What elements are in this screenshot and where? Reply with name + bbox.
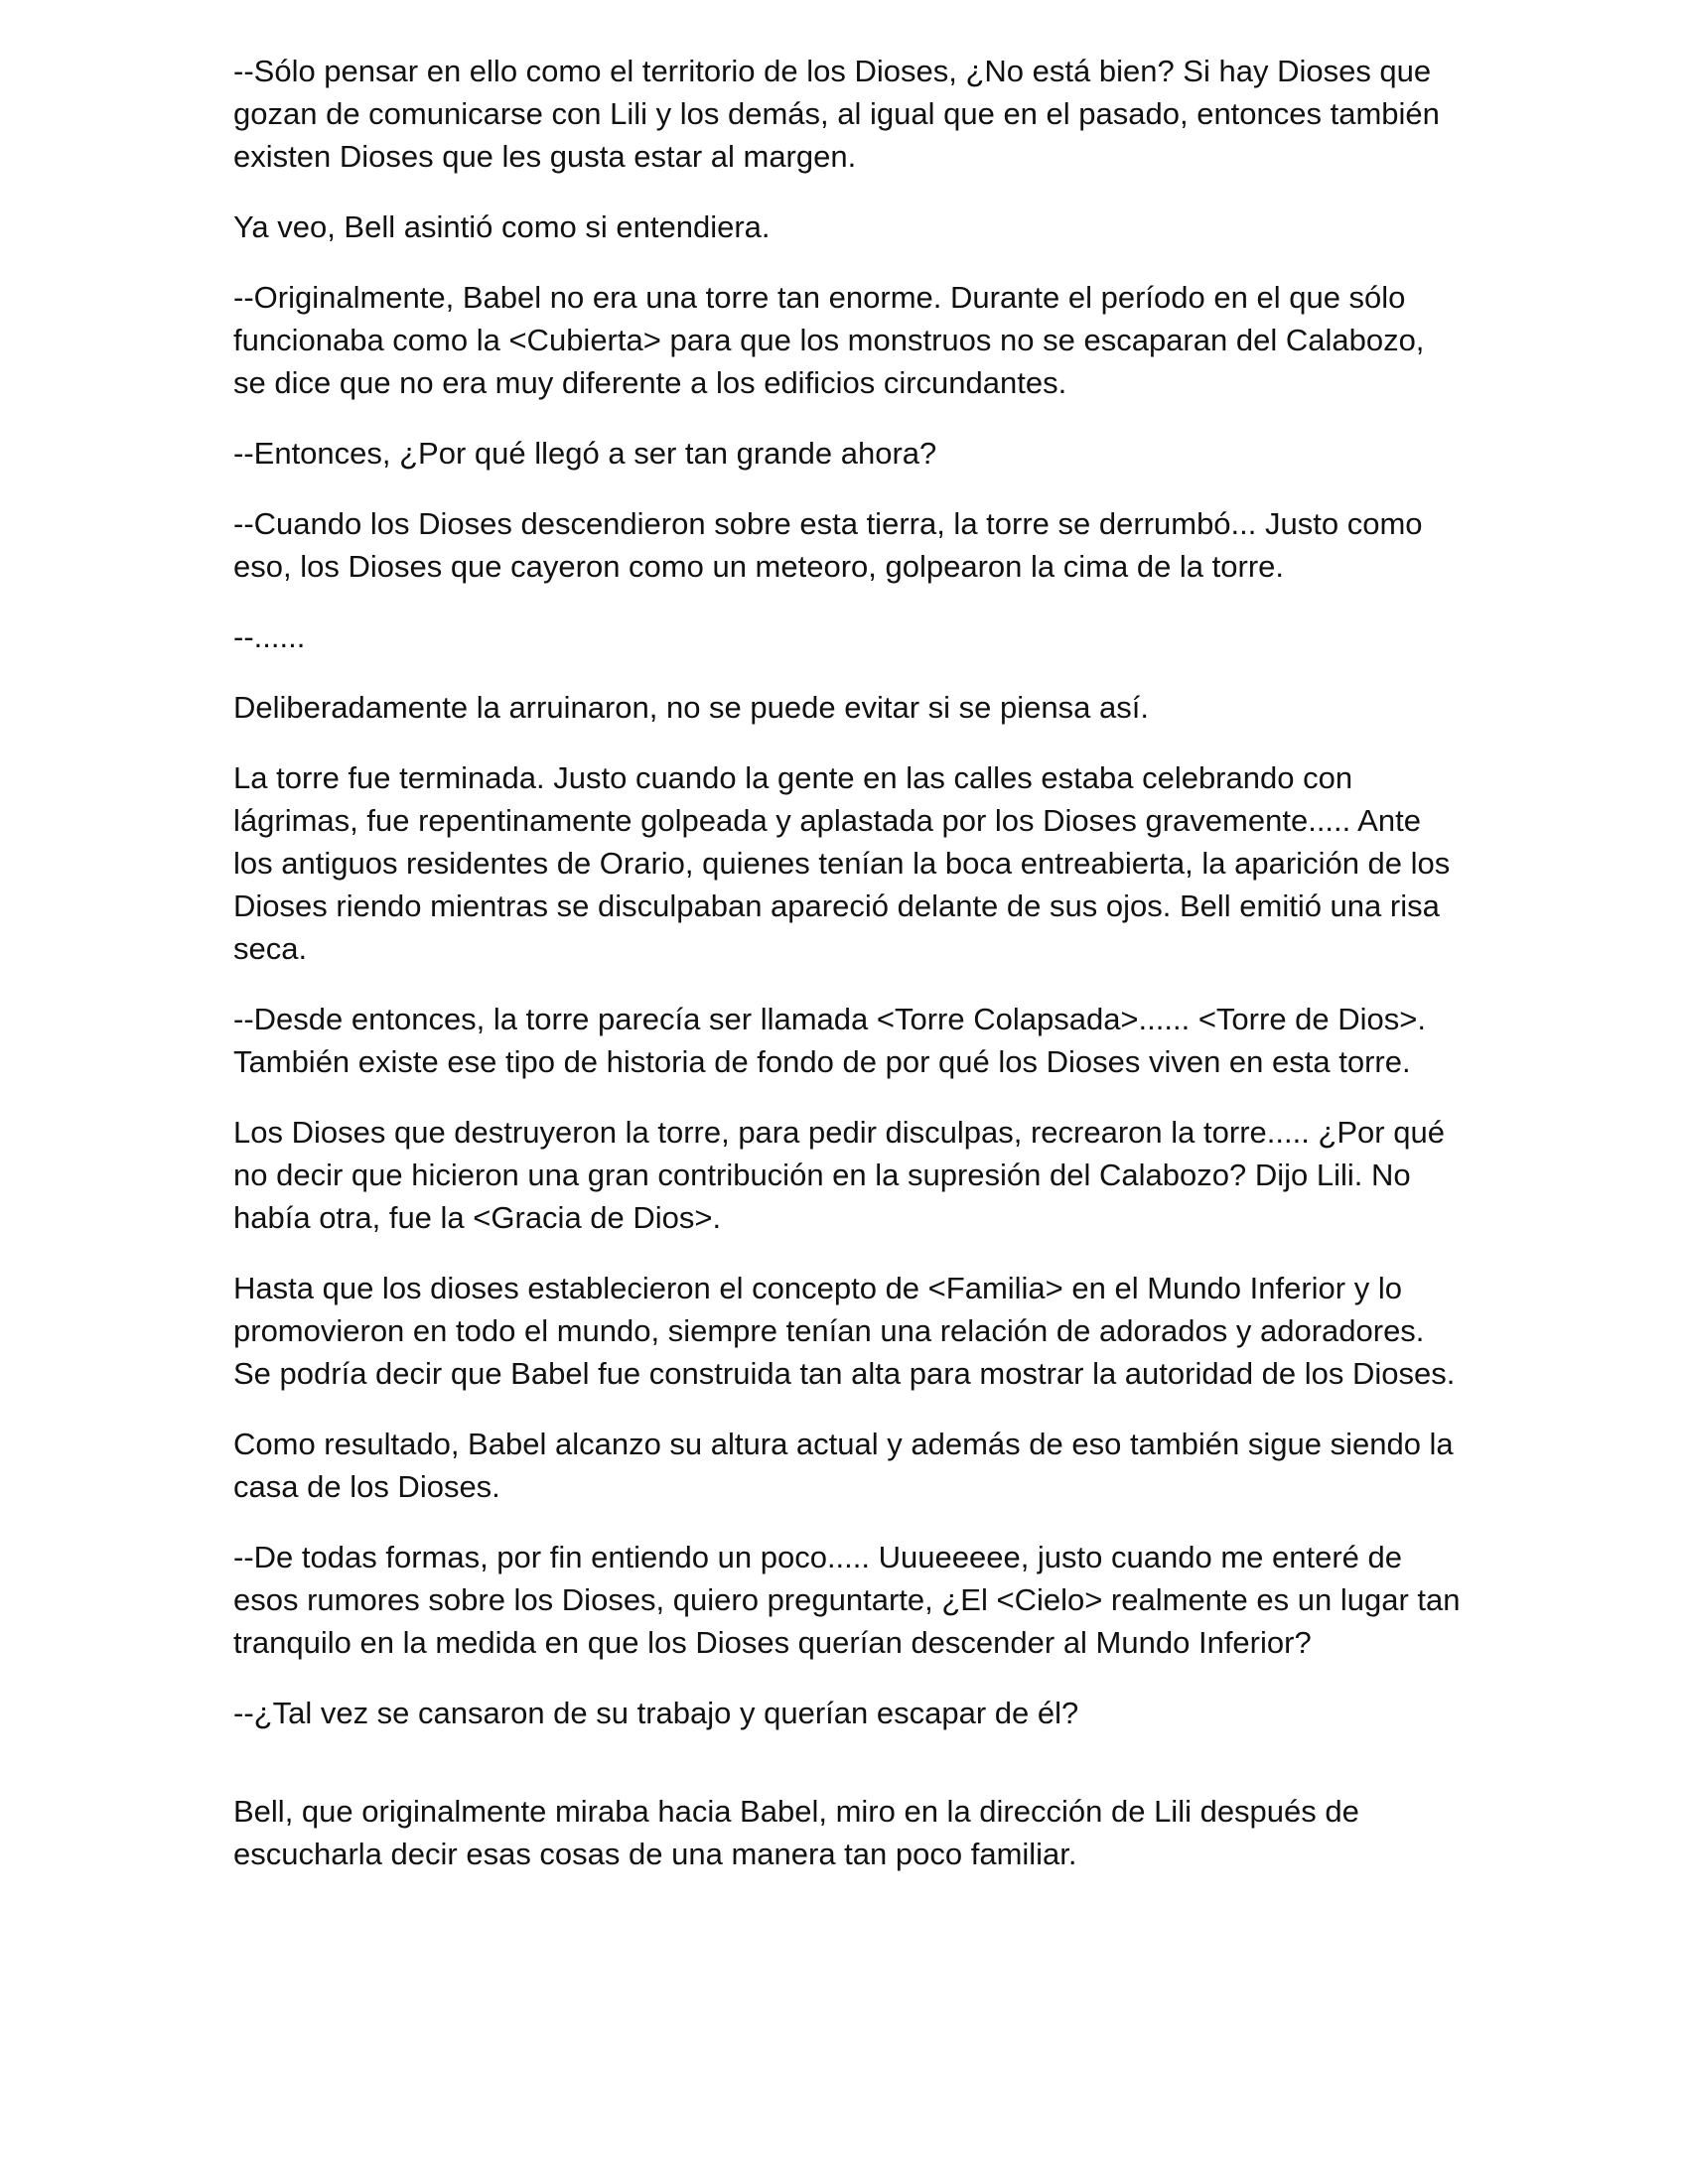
paragraph: Deliberadamente la arruinaron, no se puede evitar si se piensa así. xyxy=(233,690,1149,725)
paragraph: Ya veo, Bell asintió como si entendiera. xyxy=(233,209,771,244)
paragraph: Hasta que los dioses establecieron el concepto de <Familia> en el Mundo Inferior y lo promovieron en todo el mundo, siempre tenían una relación de adorados y adoradores. Se podría decir que Babel fue construida tan alta para mostrar la autoridad de los Dioses. xyxy=(233,1271,1456,1391)
paragraph: La torre fue terminada. Justo cuando la gente en las calles estaba celebrando con lágrimas, fue repentinamente golpeada y aplastada por los Dioses gravemente..... Ante los antiguos residentes de Orario, quienes tenían la boca entreabierta, la aparición de los Dioses riendo mientras se disculpaban apareció delante de sus ojos. Bell emitió una risa seca. xyxy=(233,760,1451,966)
paragraph: --Cuando los Dioses descendieron sobre esta tierra, la torre se derrumbó... Justo como eso, los Dioses que cayeron como un meteoro, golpearon la cima de la torre. xyxy=(233,506,1423,584)
paragraph: --Originalmente, Babel no era una torre tan enorme. Durante el período en el que sólo funcionaba como la <Cubierta> para que los monstruos no se escaparan del Calabozo, se dice que no era muy diferente a los edificios circundantes. xyxy=(233,280,1425,400)
paragraph: --Desde entonces, la torre parecía ser llamada <Torre Colapsada>...... <Torre de Dios>. También existe ese tipo de historia de fondo de por qué los Dioses viven en esta torre. xyxy=(233,1002,1426,1079)
paragraph: --¿Tal vez se cansaron de su trabajo y querían escapar de él? xyxy=(233,1696,1079,1730)
paragraph: --...... xyxy=(233,619,306,654)
paragraph: Como resultado, Babel alcanzo su altura actual y además de eso también sigue siendo la casa de los Dioses. xyxy=(233,1427,1454,1504)
document-page xyxy=(233,50,1465,1903)
paragraph: --Sólo pensar en ello como el territorio de los Dioses, ¿No está bien? Si hay Dioses que gozan de comunicarse con Lili y los demás, al igual que en el pasado, entonces también existen Dioses que les gusta estar al margen. xyxy=(233,54,1440,174)
paragraph: --Entonces, ¿Por qué llegó a ser tan grande ahora? xyxy=(233,436,937,471)
paragraph: --De todas formas, por fin entiendo un poco..... Uuueeeee, justo cuando me enteré de esos rumores sobre los Dioses, quiero preguntarte, ¿El <Cielo> realmente es un lugar tan tranquilo en la medida en que los Dioses querían descender al Mundo Inferior? xyxy=(233,1540,1461,1660)
paragraph: Bell, que originalmente miraba hacia Babel, miro en la dirección de Lili después de escucharla decir esas cosas de una manera tan poco familiar. xyxy=(233,1794,1359,1871)
paragraph: Los Dioses que destruyeron la torre, para pedir disculpas, recrearon la torre..... ¿Por qué no decir que hicieron una gran contribución en la supresión del Calabozo? Dijo Lili. No había otra, fue la <Gracia de Dios>. xyxy=(233,1115,1445,1235)
